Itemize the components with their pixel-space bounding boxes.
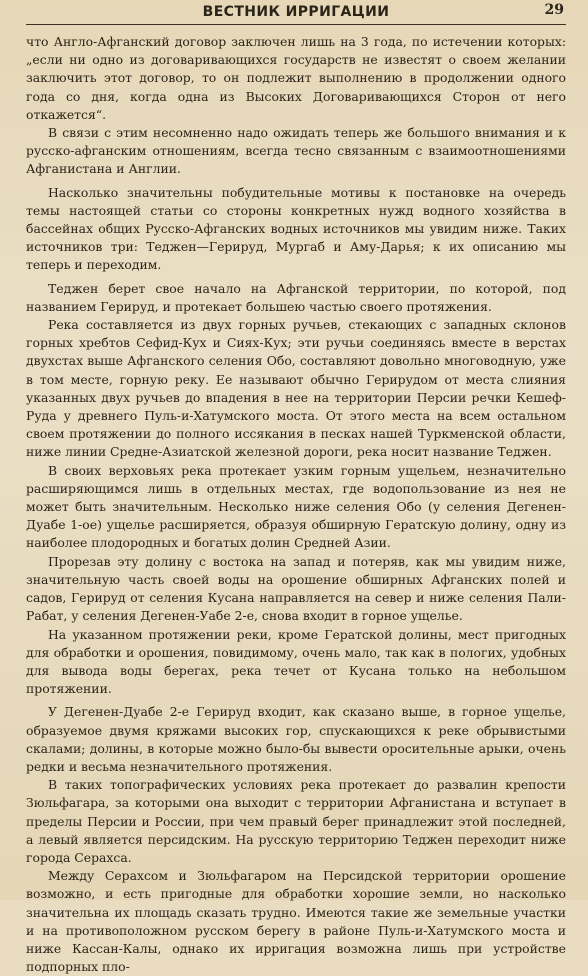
- paragraph: Прорезав эту долину с востока на запад и потеряв, как мы увидим ниже, значительную часть своей воды на орошение обширных Афганских полей и садов, Герируд от селения Кусана направляется на север и ниже селения Пали-Рабат, у селения Дегенен-Уабе 2-е, снова входит в горное ущелье.: [26, 553, 566, 624]
- paragraph: Река составляется из двух горных ручьев, стекающих с западных склонов горных хребтов Сефид-Кух и Сиях-Кух; эти ручьи соединяясь вместе в верстах двухстах выше Афганского селения Обо, составляют довольно многоводную, уже в том месте, горную реку. Ее называют обычно Герирудом от места слияния указанных двух ручьев до впадения в нее на территории Персии речки Кешеф-Руда у древнего Пуль-и-Хатумского моста. От этого места на всем остальном своем протяжении до полного иссякания в песках нашей Туркменской области, ниже линии Средне-Азиатской железной дороги, река носит название Теджен.: [26, 317, 566, 460]
- paragraph: Между Серахсом и Зюльфагаром на Персидской территории орошение возможно, и есть пригодные для обработки хорошие земли, но насколько значительна их площадь сказать трудно. Имеются такие же земельные участки и на противоположном русском берегу в районе Пуль-и-Хатумского моста и ниже Кассан-Калы, однако их ирригация возможна лишь при устройстве подпорных пло-: [26, 868, 566, 975]
- article-body: [26, 33, 566, 976]
- paragraph: В связи с этим несомненно надо ожидать теперь же большого внимания и к русско-афганским отношениям, всегда тесно связанным с взаимоотношениями Афганистана и Англии.: [26, 125, 566, 177]
- running-title: ВЕСТНИК ИРРИГАЦИИ: [202, 4, 390, 20]
- paragraph: В своих верховьях река протекает узким горным ущельем, незначительно расширяющимся лишь в отдельных местах, где водопользование из нея не может быть значительным. Несколько ниже селения Обо (у селения Дегенен-Дуабе 1-ое) ущелье расширяется, образуя обширную Гератскую долину, одну из наиболее плодородных и богатых долин Средней Азии.: [26, 462, 566, 551]
- paragraph: что Англо-Афганский договор заключен лишь на 3 года, по истечении которых: „если ни одно из договаривающихся государств не известят о своем желании заключить этот договор, то он подлежит выполнению в продолжении одного года со дня, когда одна из Высоких Договаривающихся Сторон от него откажется“.: [26, 34, 566, 122]
- paragraph: Насколько значительны побудительные мотивы к постановке на очередь темы настоящей статьи со стороны конкретных нужд водного хозяйства в бассейнах общих Русско-Афганских водных источников мы увидим ниже. Таких источников три: Теджен—Герируд, Мургаб и Аму-Дарья; к их описанию мы теперь и переходим.: [26, 184, 566, 273]
- paragraph: У Дегенен-Дуабе 2-е Герируд входит, как сказано выше, в горное ущелье, образуемое двумя кряжами высоких гор, спускающихся к реке обрывистыми скалами; долины, в которые можно было-бы вывести оросительные арыки, очень редки и весьма незначительного протяжения.: [26, 704, 566, 774]
- paragraph: На указанном протяжении реки, кроме Гератской долины, мест пригодных для обработки и орошения, повидимому, очень мало, так как в пологих, удобных для вывода воды берегах, река течет от Кусана только на небольшом протяжении.: [26, 626, 566, 697]
- paragraph: Теджен берет свое начало на Афганской территории, по которой, под названием Герируд, и протекает большею частью своего протяжения.: [26, 280, 566, 314]
- paragraph: В таких топографических условиях река протекает до развалин крепости Зюльфагара, за которыми она выходит с территории Афганистана и вступает в пределы Персии и России, при чем правый берег принадлежит этой последней, а левый является персидским. На русскую территорию Теджен переходит ниже города Серахса.: [26, 777, 566, 865]
- page-number: 29: [544, 2, 564, 18]
- page-header: [26, 0, 566, 25]
